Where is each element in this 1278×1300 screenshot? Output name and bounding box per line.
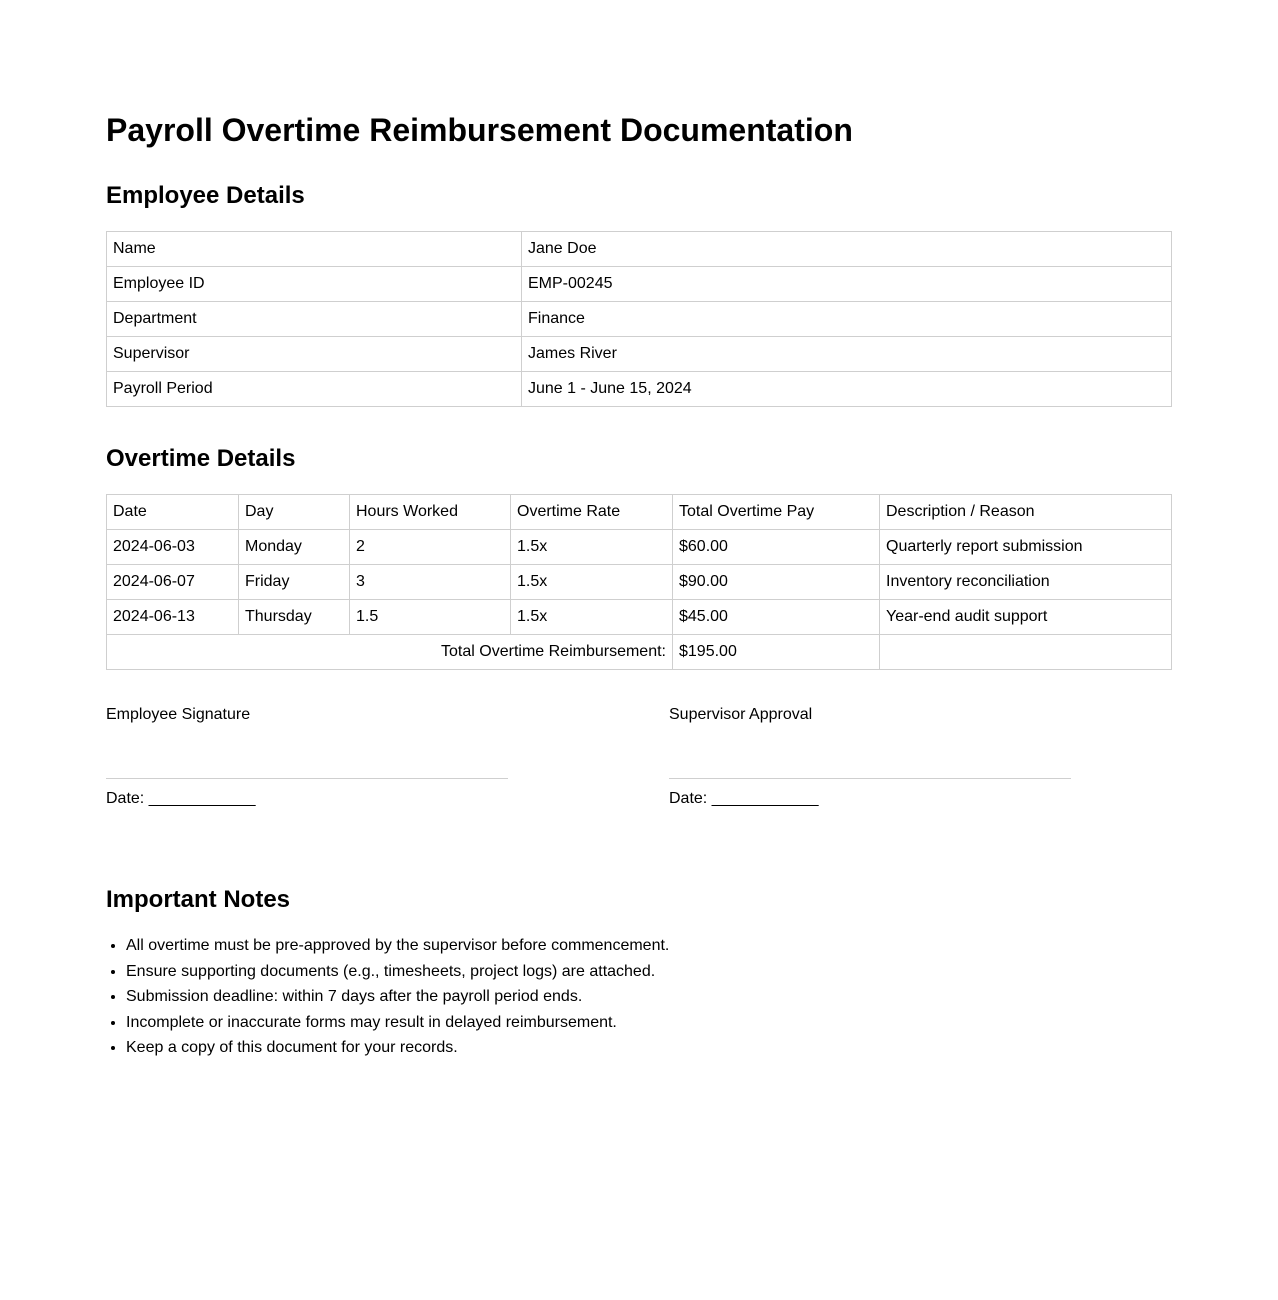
supervisor-signature-line[interactable] (669, 778, 1071, 779)
column-header-description: Description / Reason (880, 495, 1172, 530)
supervisor-approval-label: Supervisor Approval (669, 706, 813, 723)
department-label: Department (107, 302, 522, 337)
employee-signature-line[interactable] (106, 778, 508, 779)
total-reimbursement-value: $195.00 (673, 635, 880, 670)
table-row (107, 232, 1172, 267)
overtime-details-heading: Overtime Details (106, 445, 296, 472)
department-value: Finance (522, 302, 1172, 337)
table-row (107, 600, 1172, 635)
table-row (107, 530, 1172, 565)
list-item: • Incomplete or inaccurate forms may result in delayed reimbursement. (126, 1013, 1172, 1033)
payroll-period-label: Payroll Period (107, 372, 522, 407)
list-item: • Ensure supporting documents (e.g., timesheets, project logs) are attached. (126, 962, 1172, 982)
table-row (107, 267, 1172, 302)
cell-date: 2024-06-07 (107, 565, 239, 600)
overtime-details-table (106, 494, 1172, 670)
employee-id-label: Employee ID (107, 267, 522, 302)
cell-pay: $60.00 (673, 530, 880, 565)
cell-pay: $45.00 (673, 600, 880, 635)
list-item: • All overtime must be pre-approved by the supervisor before commencement. (126, 936, 1172, 956)
signature-section (106, 670, 1172, 885)
important-notes-list (106, 936, 1172, 1058)
supervisor-approval-date[interactable]: Date: ____________ (669, 790, 819, 807)
payroll-period-value: June 1 - June 15, 2024 (522, 372, 1172, 407)
total-row (107, 635, 1172, 670)
table-row (107, 337, 1172, 372)
table-row (107, 302, 1172, 337)
supervisor-approval-block (669, 705, 1071, 809)
table-header-row (107, 495, 1172, 530)
supervisor-label: Supervisor (107, 337, 522, 372)
list-item: • Submission deadline: within 7 days after the payroll period ends. (126, 987, 1172, 1007)
table-row (107, 565, 1172, 600)
page-title: Payroll Overtime Reimbursement Documentation (106, 112, 853, 148)
list-item: • Keep a copy of this document for your records. (126, 1038, 1172, 1058)
document (106, 0, 1172, 1058)
cell-description: Quarterly report submission (880, 530, 1172, 565)
employee-details-table (106, 231, 1172, 407)
employee-signature-date[interactable]: Date: ____________ (106, 790, 256, 807)
cell-date: 2024-06-13 (107, 600, 239, 635)
total-reimbursement-label: Total Overtime Reimbursement: (107, 635, 673, 670)
cell-description: Inventory reconciliation (880, 565, 1172, 600)
employee-id-value: EMP-00245 (522, 267, 1172, 302)
important-notes-heading: Important Notes (106, 886, 291, 913)
cell-rate: 1.5x (511, 530, 673, 565)
employee-signature-block (106, 705, 508, 809)
total-row-empty-cell (880, 635, 1172, 670)
column-header-rate: Overtime Rate (511, 495, 673, 530)
cell-hours: 3 (350, 565, 511, 600)
cell-pay: $90.00 (673, 565, 880, 600)
cell-description: Year-end audit support (880, 600, 1172, 635)
cell-hours: 1.5 (350, 600, 511, 635)
cell-date: 2024-06-03 (107, 530, 239, 565)
employee-signature-label: Employee Signature (106, 706, 251, 723)
supervisor-value: James River (522, 337, 1172, 372)
table-row (107, 372, 1172, 407)
cell-day: Thursday (239, 600, 350, 635)
employee-name-label: Name (107, 232, 522, 267)
cell-day: Monday (239, 530, 350, 565)
employee-details-heading: Employee Details (106, 182, 305, 209)
column-header-pay: Total Overtime Pay (673, 495, 880, 530)
cell-day: Friday (239, 565, 350, 600)
column-header-date: Date (107, 495, 239, 530)
employee-name-value: Jane Doe (522, 232, 1172, 267)
cell-rate: 1.5x (511, 565, 673, 600)
column-header-hours: Hours Worked (350, 495, 511, 530)
cell-rate: 1.5x (511, 600, 673, 635)
column-header-day: Day (239, 495, 350, 530)
cell-hours: 2 (350, 530, 511, 565)
